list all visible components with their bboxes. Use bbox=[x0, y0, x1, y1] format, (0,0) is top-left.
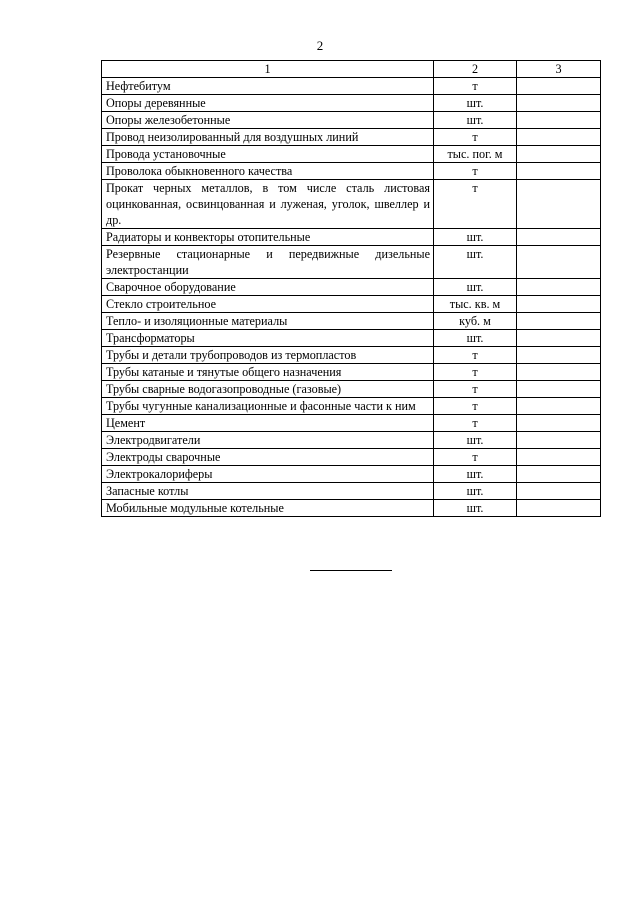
item-name-cell: Нефтебитум bbox=[102, 78, 434, 95]
unit-cell: т bbox=[434, 381, 517, 398]
item-name-cell: Провода установочные bbox=[102, 146, 434, 163]
column-3-cell bbox=[517, 415, 601, 432]
table-row bbox=[102, 246, 601, 279]
item-name-cell: Трубы катаные и тянутые общего назначения bbox=[102, 364, 434, 381]
item-name-cell: Трубы сварные водогазопроводные (газовые) bbox=[102, 381, 434, 398]
item-name-cell: Трансформаторы bbox=[102, 330, 434, 347]
unit-cell: шт. bbox=[434, 229, 517, 246]
column-3-cell bbox=[517, 381, 601, 398]
unit-cell: т bbox=[434, 449, 517, 466]
unit-cell: шт. bbox=[434, 432, 517, 449]
column-3-cell bbox=[517, 163, 601, 180]
unit-cell: тыс. пог. м bbox=[434, 146, 517, 163]
table-row bbox=[102, 347, 601, 364]
table-row bbox=[102, 415, 601, 432]
table-row bbox=[102, 449, 601, 466]
table-row bbox=[102, 229, 601, 246]
table-row bbox=[102, 78, 601, 95]
table-row bbox=[102, 330, 601, 347]
unit-cell: шт. bbox=[434, 112, 517, 129]
item-name-cell: Прокат черных металлов, в том числе сталь листовая оцинкованная, освинцованная и луженая, уголок, швеллер и др. bbox=[102, 180, 434, 229]
item-name-cell: Опоры деревянные bbox=[102, 95, 434, 112]
page-number: 2 bbox=[316, 38, 324, 53]
item-name-cell: Стекло строительное bbox=[102, 296, 434, 313]
table-row bbox=[102, 279, 601, 296]
item-name-cell: Проволока обыкновенного качества bbox=[102, 163, 434, 180]
table-row bbox=[102, 466, 601, 483]
column-3-cell bbox=[517, 78, 601, 95]
unit-cell: тыс. кв. м bbox=[434, 296, 517, 313]
item-name-cell: Запасные котлы bbox=[102, 483, 434, 500]
unit-cell: шт. bbox=[434, 246, 517, 279]
item-name-cell: Электрокалориферы bbox=[102, 466, 434, 483]
table-row bbox=[102, 146, 601, 163]
footer-divider bbox=[310, 570, 392, 571]
column-3-cell bbox=[517, 313, 601, 330]
unit-cell: т bbox=[434, 180, 517, 229]
column-3-cell bbox=[517, 466, 601, 483]
column-3-cell bbox=[517, 180, 601, 229]
column-3-cell bbox=[517, 246, 601, 279]
column-3-cell bbox=[517, 146, 601, 163]
item-name-cell: Цемент bbox=[102, 415, 434, 432]
item-name-cell: Тепло- и изоляционные материалы bbox=[102, 313, 434, 330]
column-3-cell bbox=[517, 95, 601, 112]
table-row bbox=[102, 129, 601, 146]
item-name-cell: Опоры железобетонные bbox=[102, 112, 434, 129]
item-name-cell: Трубы чугунные канализационные и фасонные части к ним bbox=[102, 398, 434, 415]
table-row bbox=[102, 364, 601, 381]
unit-cell: т bbox=[434, 129, 517, 146]
item-name-cell: Электродвигатели bbox=[102, 432, 434, 449]
unit-cell: куб. м bbox=[434, 313, 517, 330]
unit-cell: т bbox=[434, 78, 517, 95]
column-3-cell bbox=[517, 449, 601, 466]
unit-cell: шт. bbox=[434, 466, 517, 483]
unit-cell: шт. bbox=[434, 500, 517, 517]
unit-cell: т bbox=[434, 415, 517, 432]
table-row bbox=[102, 180, 601, 229]
table-body bbox=[102, 78, 601, 517]
item-name-cell: Электроды сварочные bbox=[102, 449, 434, 466]
unit-cell: т bbox=[434, 398, 517, 415]
column-header-1: 1 bbox=[102, 61, 434, 78]
table-row bbox=[102, 483, 601, 500]
table-row bbox=[102, 381, 601, 398]
table-row bbox=[102, 500, 601, 517]
table-row bbox=[102, 398, 601, 415]
column-3-cell bbox=[517, 483, 601, 500]
unit-cell: шт. bbox=[434, 279, 517, 296]
column-3-cell bbox=[517, 296, 601, 313]
table-row bbox=[102, 432, 601, 449]
unit-cell: шт. bbox=[434, 330, 517, 347]
column-3-cell bbox=[517, 432, 601, 449]
item-name-cell: Трубы и детали трубопроводов из термопластов bbox=[102, 347, 434, 364]
item-name-cell: Радиаторы и конвекторы отопительные bbox=[102, 229, 434, 246]
table-row bbox=[102, 163, 601, 180]
item-name-cell: Резервные стационарные и передвижные дизельные электростанции bbox=[102, 246, 434, 279]
unit-cell: шт. bbox=[434, 483, 517, 500]
column-3-cell bbox=[517, 330, 601, 347]
table-row bbox=[102, 112, 601, 129]
column-3-cell bbox=[517, 112, 601, 129]
item-name-cell: Мобильные модульные котельные bbox=[102, 500, 434, 517]
column-3-cell bbox=[517, 398, 601, 415]
table-row bbox=[102, 313, 601, 330]
column-3-cell bbox=[517, 229, 601, 246]
column-3-cell bbox=[517, 347, 601, 364]
item-name-cell: Сварочное оборудование bbox=[102, 279, 434, 296]
column-header-3: 3 bbox=[517, 61, 601, 78]
table-row bbox=[102, 95, 601, 112]
column-3-cell bbox=[517, 129, 601, 146]
item-name-cell: Провод неизолированный для воздушных линий bbox=[102, 129, 434, 146]
unit-cell: шт. bbox=[434, 95, 517, 112]
column-header-2: 2 bbox=[434, 61, 517, 78]
unit-cell: т bbox=[434, 347, 517, 364]
column-3-cell bbox=[517, 364, 601, 381]
column-3-cell bbox=[517, 500, 601, 517]
column-3-cell bbox=[517, 279, 601, 296]
materials-table bbox=[101, 60, 601, 517]
table-header-row bbox=[102, 61, 601, 78]
unit-cell: т bbox=[434, 364, 517, 381]
table-row bbox=[102, 296, 601, 313]
unit-cell: т bbox=[434, 163, 517, 180]
